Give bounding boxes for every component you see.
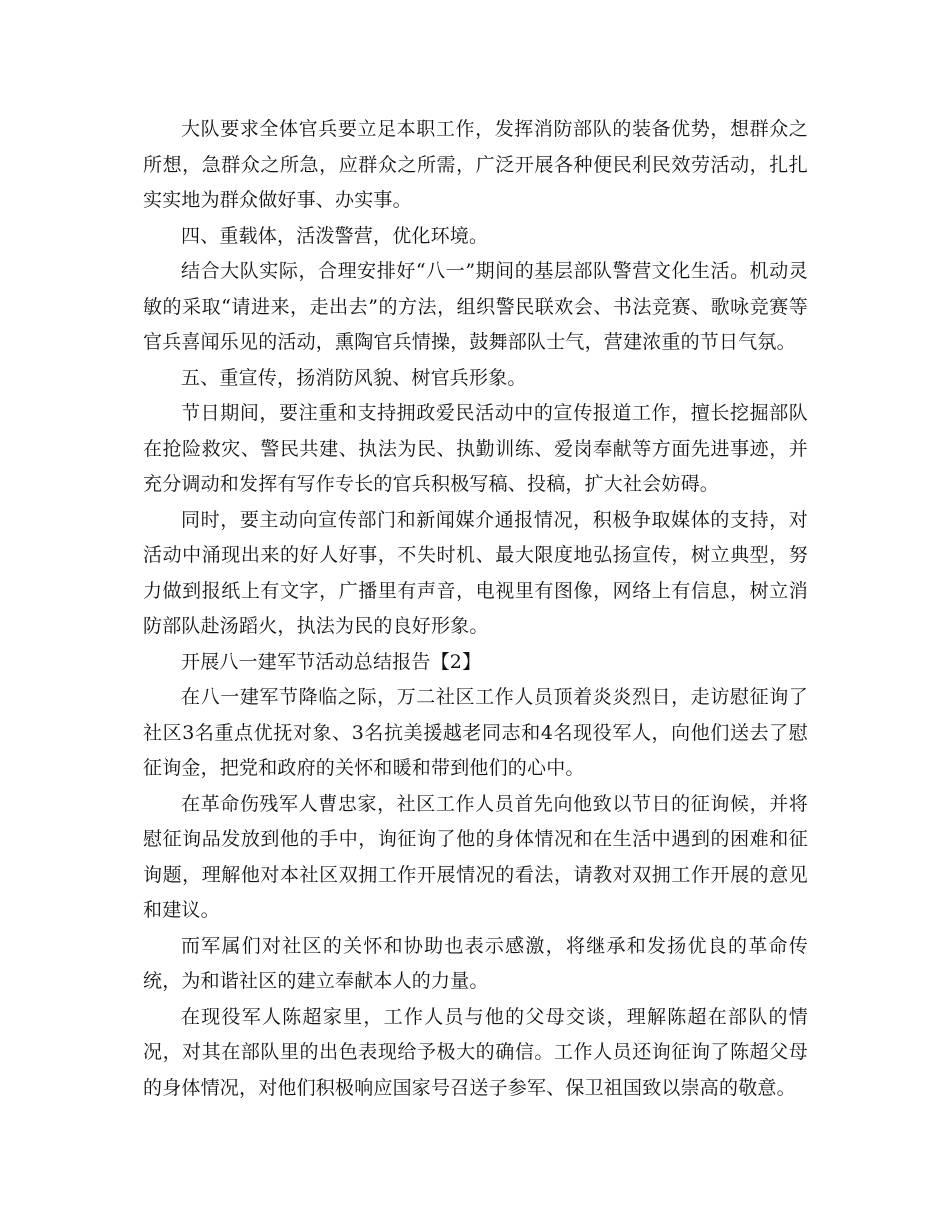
body-paragraph: 在八一建军节降临之际，万二社区工作人员顶着炎炎烈日，走访慰征询了社区3名重点优抚对象、3名抗美援越老同志和4名现役军人，向他们送去了慰征询金，把党和政府的关怀和暖和带到他们的心中。 [143, 686, 808, 779]
body-paragraph: 而军属们对社区的关怀和协助也表示感激，将继承和发扬优良的革命传统，为和谐社区的建立奉献本人的力量。 [143, 934, 808, 992]
body-paragraph: 同时，要主动向宣传部门和新闻媒介通报情况，积极争取媒体的支持，对活动中涌现出来的好人好事，不失时机、最大限度地弘扬宣传，树立典型，努力做到报纸上有文字，广播里有声音，电视里有图像，网络上有信息，树立消防部队赴汤蹈火，执法为民的良好形象。 [143, 508, 808, 637]
body-paragraph: 在革命伤残军人曹忠家，社区工作人员首先向他致以节日的征询候，并将慰征询品发放到他的手中，询征询了他的身体情况和在生活中遇到的困难和征询题，理解他对本社区双拥工作开展情况的看法，请教对双拥工作开展的意见和建议。 [143, 792, 808, 921]
body-paragraph: 大队要求全体官兵要立足本职工作，发挥消防部队的装备优势，想群众之所想，急群众之所急，应群众之所需，广泛开展各种便民利民效劳活动，扎扎实实地为群众做好事、办实事。 [143, 118, 808, 211]
body-paragraph: 节日期间，要注重和支持拥政爱民活动中的宣传报道工作，擅长挖掘部队在抢险救灾、警民共建、执法为民、执勤训练、爱岗奉献等方面先进事迹，并充分调动和发挥有写作专长的官兵积极写稿、投稿，扩大社会妨碍。 [143, 402, 808, 495]
document-page [143, 112, 808, 1106]
report-title: 开展八一建军节活动总结报告【2】 [181, 650, 482, 673]
body-paragraph: 在现役军人陈超家里，工作人员与他的父母交谈，理解陈超在部队的情况，对其在部队里的出色表现给予极大的确信。工作人员还询征询了陈超父母的身体情况，对他们积极响应国家号召送子参军、保卫祖国致以崇高的敬意。 [143, 1005, 808, 1099]
body-paragraph: 结合大队实际，合理安排好“八一”期间的基层部队警营文化生活。机动灵敏的采取“请进来，走出去”的方法，组织警民联欢会、书法竞赛、歌咏竞赛等官兵喜闻乐见的活动，熏陶官兵情操，鼓舞部队士气，营建浓重的节日气氛。 [143, 260, 808, 353]
section-heading: 四、重载体，活泼警营，优化环境。 [181, 224, 489, 247]
section-heading: 五、重宣传，扬消防风貌、树官兵形象。 [181, 366, 527, 389]
